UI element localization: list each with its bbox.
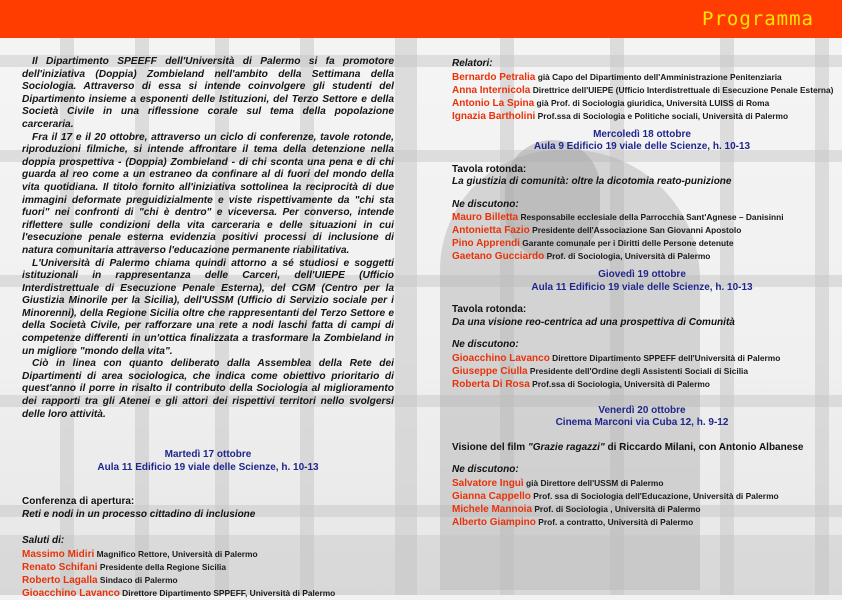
day20-place: Cinema Marconi via Cuba 12, h. 9-12 bbox=[555, 417, 729, 428]
header-band bbox=[0, 0, 842, 38]
speaker-role: Prof. ssa di Sociologia dell'Educazione, Università di Palermo bbox=[533, 490, 779, 501]
speaker-name: Antonietta Fazio bbox=[452, 225, 530, 236]
day19-type: Tavola rotonda: bbox=[452, 304, 527, 315]
speaker-role: Presidente dell'Associazione San Giovanni Apostolo bbox=[532, 225, 742, 235]
speaker-row bbox=[452, 378, 832, 391]
day20-date: Venerdì 20 ottobre bbox=[598, 404, 686, 416]
speaker-name: Gianna Cappello bbox=[452, 490, 531, 502]
speaker-name: Salvatore Inguì bbox=[452, 477, 524, 489]
right-column bbox=[452, 58, 832, 529]
speaker-name: Roberta Di Rosa bbox=[452, 378, 530, 390]
day18-type: Tavola rotonda: bbox=[452, 163, 527, 175]
left-column bbox=[22, 56, 394, 600]
speaker-row bbox=[452, 97, 832, 110]
speaker-name: Alberto Giampino bbox=[452, 516, 536, 528]
speaker-role: Responsabile ecclesiale della Parrocchia Sant'Agnese – Danisinni bbox=[520, 212, 784, 222]
speaker-role: Magnifico Rettore, Università di Palermo bbox=[96, 548, 258, 559]
speaker-row bbox=[452, 250, 832, 263]
speaker-role: Prof.ssa di Sociologia, Università di Palermo bbox=[532, 378, 710, 389]
speaker-role: Direttore Dipartimento SPPEFF dell'Università di Palermo bbox=[552, 352, 781, 363]
speaker-row bbox=[452, 503, 832, 516]
speaker-name: Renato Schifani bbox=[22, 561, 98, 573]
speaker-name: Giuseppe Ciulla bbox=[452, 365, 528, 377]
speaker-role: Direttore Dipartimento SPPEFF, Università di Palermo bbox=[122, 587, 336, 598]
speaker-row bbox=[452, 237, 832, 250]
intro-text bbox=[22, 56, 394, 421]
speaker-row bbox=[452, 211, 832, 224]
speaker-name: Bernardo Petralia bbox=[452, 71, 536, 83]
day18-group-label: Ne discutono: bbox=[452, 198, 519, 210]
day17-block bbox=[22, 449, 394, 600]
intro-paragraph: Ciò in linea con quanto deliberato dalla Assemblea della Rete dei Dipartimenti di area sociologica, che indica come obiettivo prioritario di quest'anno il porre in risalto il contributo della Sociologia al miglioramento dei rapporti tra gli Atenei e gli attori dei rispettivi territori nello svolgersi delle loro attività. bbox=[22, 358, 394, 420]
intro-paragraph: Fra il 17 e il 20 ottobre, attraverso un ciclo di conferenze, tavole rotonde, riproduzioni filmiche, si intende affrontare il tema della detenzione nella doppia prospettiva - (Doppia) Zombieland - di chi sconta una pena e di chi guarda al reo come a un estraneo da confinare al di fuori del mondo della vita quotidiana. Il titolo fornito all'iniziativa sottolinea la reciprocità di due immagini deformate preguidizialmente e viste rispettivamente da "chi sta fuori" nei confronti di "chi è dentro" e viceversa. Per converso, intende riflettere sulle condizioni della vita carceraria e delle situazioni in cui l'esecuzione penale esterna evidenzia positivi processi di inclusione di natura comunitaria attraverso l'educazione permanente riabilitativa. bbox=[22, 131, 394, 256]
speaker-role: Presidente della Regione Sicilia bbox=[99, 561, 227, 572]
speaker-name: Gioacchino Lavanco bbox=[452, 352, 550, 364]
speaker-row bbox=[22, 561, 394, 574]
page-title: Programma bbox=[702, 8, 814, 30]
speaker-name: Roberto Lagalla bbox=[22, 574, 98, 586]
day17-topic: Reti e nodi in un processo cittadino di inclusione bbox=[22, 508, 256, 520]
speaker-role: Prof. a contratto, Università di Palermo bbox=[538, 516, 694, 527]
speaker-name: Ignazia Bartholini bbox=[452, 110, 536, 122]
speaker-row bbox=[452, 224, 832, 237]
day18-place: Aula 9 Edificio 19 viale delle Scienze, h. 10-13 bbox=[533, 141, 751, 152]
speaker-row bbox=[22, 548, 394, 561]
day19-place: Aula 11 Edificio 19 viale delle Scienze, h. 10-13 bbox=[531, 281, 753, 293]
speaker-role: Presidente dell'Ordine degli Assistenti Sociali di Sicilia bbox=[529, 365, 749, 376]
speaker-row bbox=[22, 587, 394, 600]
speaker-name: Gaetano Gucciardo bbox=[452, 251, 545, 262]
speaker-row bbox=[452, 477, 832, 490]
day17-group-label: Saluti di: bbox=[22, 535, 65, 547]
day19-topic: Da una visione reo-centrica ad una prospettiva di Comunità bbox=[452, 316, 735, 328]
speaker-row bbox=[452, 516, 832, 529]
speaker-row bbox=[452, 84, 832, 97]
day18-date: Mercoledì 18 ottobre bbox=[593, 128, 691, 140]
speaker-role: Sindaco di Palermo bbox=[99, 574, 178, 585]
day17-date: Martedì 17 ottobre bbox=[164, 449, 252, 461]
day17-type: Conferenza di apertura: bbox=[22, 496, 135, 508]
speaker-row bbox=[452, 71, 832, 84]
film-prefix: Visione del film bbox=[452, 441, 528, 453]
speaker-role: Prof.ssa di Sociologia e Politiche sociali, Università di Palermo bbox=[537, 110, 789, 121]
day19-date: Giovedì 19 ottobre bbox=[598, 269, 686, 280]
speaker-name: Pino Apprendi bbox=[452, 238, 520, 249]
film-title: "Grazie ragazzi" bbox=[527, 441, 605, 453]
speaker-role: Prof. di Sociologia , Università di Palermo bbox=[534, 503, 701, 514]
speaker-name: Mauro Billetta bbox=[452, 212, 519, 223]
speaker-row bbox=[22, 574, 394, 587]
speaker-name: Antonio La Spina bbox=[452, 97, 535, 109]
speaker-row bbox=[452, 110, 832, 123]
day20-film bbox=[452, 442, 832, 455]
film-suffix: di Riccardo Milani, con Antonio Albanese bbox=[604, 441, 804, 453]
speaker-row bbox=[452, 490, 832, 503]
intro-paragraph: L'Università di Palermo chiama quindi attorno a sé studiosi e soggetti istituzionali in rappresentanza delle Carceri, dell'UIEPE (Ufficio Interdistrettuale di Esecuzione Penale Esterna), del CGM (Centro per la Giustizia Minorile per la Sicilia), dell'USSM (Ufficio di Servizio sociale per i Minorenni), della Regione Sicilia oltre che rappresentanti del Terzo Settore e della Società Civile, per rafforzare una rete a nodi laschi fatta di campi di competenze differenti in un'ottica finalizzata a trasformare la Zombieland in un migliore "mondo della vita". bbox=[22, 257, 394, 357]
speaker-role: Direttrice dell'UIEPE (Ufficio Interdistrettuale di Esecuzione Penale Esterna) bbox=[532, 84, 834, 95]
day18-topic: La giustizia di comunità: oltre la dicotomia reato-punizione bbox=[452, 176, 732, 187]
speaker-role: Prof. di Sociologia, Università di Palermo bbox=[546, 251, 711, 261]
speaker-name: Massimo Midiri bbox=[22, 548, 95, 560]
speaker-name: Gioacchino Lavanco bbox=[22, 587, 120, 599]
speaker-name: Anna Internicola bbox=[452, 84, 531, 96]
speaker-role: già Prof. di Sociologia giuridica, Università LUISS di Roma bbox=[536, 97, 770, 108]
speaker-role: già Direttore dell'USSM di Palermo bbox=[526, 477, 664, 488]
day17-place: Aula 11 Edificio 19 viale delle Scienze, h. 10-13 bbox=[97, 461, 319, 473]
day19-group-label: Ne discutono: bbox=[452, 339, 519, 350]
speaker-role: già Capo del Dipartimento dell'Amministrazione Penitenziaria bbox=[537, 71, 782, 82]
intro-paragraph: Il Dipartimento SPEEFF dell'Università di Palermo si fa promotore dell'iniziativa (Doppia) Zombieland nell'ambito della Settimana della Sociologia. Attraverso di essa si intende coinvolgere gli studenti del Dipartimento insieme a esponenti delle Istituzioni, del Terzo Settore e della Società Civile in una riflessione corale sul tema della popolazione carceraria. bbox=[22, 56, 394, 130]
day20-group-label: Ne discutono: bbox=[452, 464, 519, 475]
relatori-label: Relatori: bbox=[452, 58, 493, 69]
speaker-row bbox=[452, 352, 832, 365]
speaker-role: Garante comunale per i Diritti delle Persone detenute bbox=[522, 238, 734, 248]
speaker-name: Michele Mannoia bbox=[452, 503, 533, 515]
speaker-row bbox=[452, 365, 832, 378]
